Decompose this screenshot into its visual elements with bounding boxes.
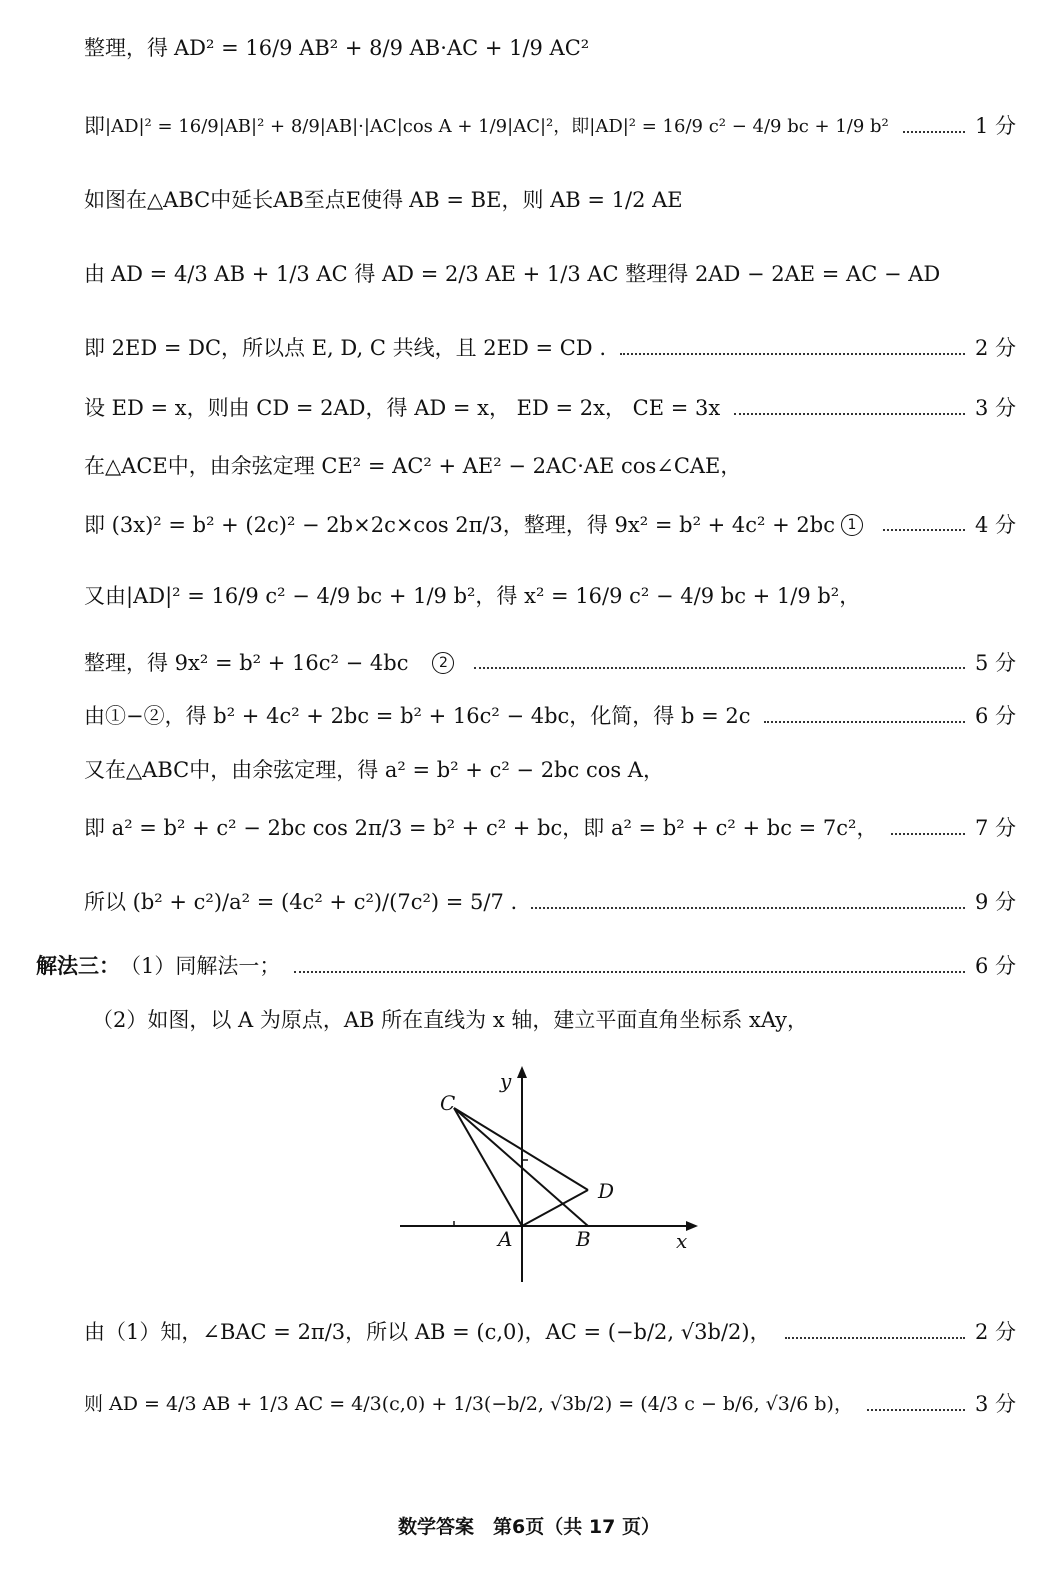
x-axis-arrow-icon <box>686 1221 698 1231</box>
score-7: 7 分 <box>974 816 1016 840</box>
line-17 <box>84 1322 1016 1343</box>
dot-leader <box>734 409 965 415</box>
line-13 <box>84 818 1016 839</box>
score-3b: 3 分 <box>974 1392 1016 1416</box>
line-2-prefix: 即 <box>84 114 105 138</box>
label-c: C <box>440 1091 456 1115</box>
line-1-prefix: 整理，得 <box>84 36 168 60</box>
line-14 <box>84 892 1016 913</box>
label-a: A <box>498 1227 513 1251</box>
label-b: B <box>576 1227 591 1251</box>
label-d: D <box>598 1179 615 1203</box>
score-4: 4 分 <box>974 512 1016 537</box>
dot-leader <box>620 349 965 355</box>
label-x: x <box>676 1229 688 1253</box>
line-4-text: 由 <box>84 262 105 286</box>
line-6-text: 设 ED = x，则由 CD = 2AD，得 AD = x， ED = 2x， CE = 3x <box>84 396 721 420</box>
line-13-text: 即 a² = b² + c² − 2bc cos 2π/3 = b² + c² + bc，即 a² = b² + c² + bc = 7c²， <box>84 816 878 840</box>
line-6 <box>84 398 1016 419</box>
dot-leader <box>531 903 965 909</box>
line-11 <box>84 706 1016 727</box>
dot-leader <box>474 663 964 669</box>
segment-ad <box>522 1190 588 1226</box>
line-8 <box>84 514 1016 536</box>
line-9-text: 又由|AD|² = 16/9 c² − 4/9 bc + 1/9 b²，得 x² = 16/9 c² − 4/9 bc + 1/9 b²， <box>84 584 861 608</box>
line-3-text: 如图在△ABC中延长AB至点E使得 <box>84 188 404 212</box>
line-10 <box>84 652 1016 674</box>
line-2 <box>84 116 1016 137</box>
circled-number-1: 1 <box>841 514 863 536</box>
line-17-text: 由（1）知，∠BAC = 2π/3，所以 AB = (c,0)，AC = (−b/2, √3b/2)， <box>84 1320 771 1344</box>
line-16-text: （2）如图，以 A 为原点，AB 所在直线为 x 轴，建立平面直角坐标系 xAy， <box>92 1008 809 1032</box>
line-8-text: 即 (3x)² = b² + (2c)² − 2b×2c×cos 2π/3，整理，得 9x² = b² + 4c² + 2bc <box>84 512 835 537</box>
score-6: 6 分 <box>974 704 1016 728</box>
line-10-text: 整理，得 9x² = b² + 16c² − 4bc <box>84 650 409 675</box>
line-9 <box>84 586 1016 607</box>
dot-leader <box>903 127 965 133</box>
coordinate-figure <box>392 1060 712 1290</box>
line-11-text: 由①−②，得 b² + 4c² + 2bc = b² + 16c² − 4bc，化简，得 b = 2c <box>84 704 751 728</box>
line-1 <box>84 38 1016 59</box>
score-5: 5 分 <box>974 650 1016 675</box>
dot-leader <box>785 1333 965 1339</box>
line-12-text: 又在△ABC中，由余弦定理，得 a² = b² + c² − 2bc cos A， <box>84 758 664 782</box>
page-footer: 数学答案 第6页（共 17 页） <box>398 1516 660 1538</box>
label-y: y <box>500 1069 512 1093</box>
line-14-text: 所以 (b² + c²)/a² = (4c² + c²)/(7c²) = 5/7 . <box>84 890 518 914</box>
segment-ca <box>454 1108 522 1226</box>
line-5 <box>84 338 1016 359</box>
dot-leader <box>764 717 964 723</box>
line-7-text: 在△ACE中，由余弦定理 CE² = AC² + AE² − 2AC·AE cos∠CAE， <box>84 454 742 478</box>
line-3-math: AB = BE，则 AB = 1/2 AE <box>409 188 683 212</box>
line-2-math: |AD|² = 16/9|AB|² + 8/9|AB|·|AC|cos A + 1/9|AC|²，即|AD|² = 16/9 c² − 4/9 bc + 1/9 b² <box>105 115 889 137</box>
line-1-math: AD² = 16/9 AB² + 8/9 AB·AC + 1/9 AC² <box>174 36 590 60</box>
circled-number-2: 2 <box>432 652 454 674</box>
score-2b: 2 分 <box>974 1320 1016 1344</box>
line-5-text: 即 2ED = DC，所以点 E, D, C 共线，且 2ED = CD . <box>84 336 606 360</box>
dot-leader <box>883 525 965 531</box>
score-9: 9 分 <box>974 890 1016 914</box>
score-6b: 6 分 <box>974 954 1016 978</box>
line-15-text: （1）同解法一； <box>120 954 281 978</box>
line-4-math: AD = 4/3 AB + 1/3 AC 得 AD = 2/3 AE + 1/3 AC 整理得 2AD − 2AE = AC − AD <box>111 262 941 286</box>
line-18 <box>84 1394 1016 1415</box>
line-18-text: 则 AD = 4/3 AB + 1/3 AC = 4/3(c,0) + 1/3(−b/2, √3b/2) = (4/3 c − b/6, √3/6 b)， <box>84 1393 853 1415</box>
score-1: 1 分 <box>974 114 1016 138</box>
line-16 <box>92 1010 1016 1031</box>
line-7 <box>84 456 1016 477</box>
score-2: 2 分 <box>974 336 1016 360</box>
y-axis-arrow-icon <box>517 1066 527 1078</box>
line-15 <box>36 956 1016 977</box>
line-12 <box>84 760 1016 781</box>
line-3 <box>84 190 1016 211</box>
dot-leader <box>867 1405 965 1411</box>
method-three-heading: 解法三： <box>36 954 120 978</box>
dot-leader <box>294 967 965 973</box>
line-4 <box>84 264 1016 285</box>
score-3: 3 分 <box>974 396 1016 420</box>
dot-leader <box>891 829 964 835</box>
